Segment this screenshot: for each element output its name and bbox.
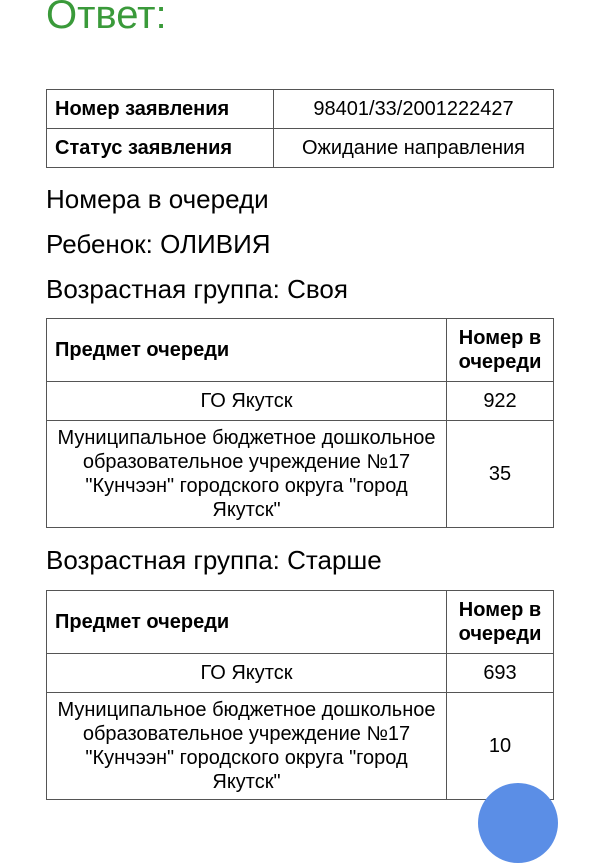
table-header-row xyxy=(47,591,554,654)
table-row xyxy=(47,654,554,693)
application-status-label: Статус заявления xyxy=(47,129,274,168)
table-header-row xyxy=(47,319,554,382)
queue-number-cell: 10 xyxy=(447,693,554,800)
column-header-subject: Предмет очереди xyxy=(47,319,447,382)
floating-action-button[interactable] xyxy=(478,783,558,863)
queue-heading: Номера в очереди xyxy=(46,184,269,214)
queue-subject-cell: ГО Якутск xyxy=(47,654,447,693)
queue-table-own-group xyxy=(46,318,554,528)
application-number-label: Номер заявления xyxy=(47,90,274,129)
queue-number-cell: 922 xyxy=(447,382,554,421)
age-group-title-2: Возрастная группа: Старше xyxy=(46,545,382,575)
column-header-number: Номер в очереди xyxy=(447,591,554,654)
application-number-value: 98401/33/2001222427 xyxy=(274,90,554,129)
queue-subject-cell: Муниципальное бюджетное дошкольное образовательное учреждение №17 "Кунчээн" городского округа "город Якутск" xyxy=(47,421,447,528)
queue-number-cell: 693 xyxy=(447,654,554,693)
application-status-value: Ожидание направления xyxy=(274,129,554,168)
table-row xyxy=(47,693,554,800)
answer-title: Ответ: xyxy=(46,0,167,37)
queue-subject-cell: ГО Якутск xyxy=(47,382,447,421)
column-header-number: Номер в очереди xyxy=(447,319,554,382)
table-row xyxy=(47,90,554,129)
column-header-subject: Предмет очереди xyxy=(47,591,447,654)
table-row xyxy=(47,382,554,421)
queue-number-cell: 35 xyxy=(447,421,554,528)
queue-subject-cell: Муниципальное бюджетное дошкольное образовательное учреждение №17 "Кунчээн" городского округа "город Якутск" xyxy=(47,693,447,800)
table-row xyxy=(47,421,554,528)
table-row xyxy=(47,129,554,168)
application-status-table xyxy=(46,89,554,168)
child-name: Ребенок: ОЛИВИЯ xyxy=(46,229,271,259)
age-group-title-1: Возрастная группа: Своя xyxy=(46,274,348,304)
queue-table-older-group xyxy=(46,590,554,800)
